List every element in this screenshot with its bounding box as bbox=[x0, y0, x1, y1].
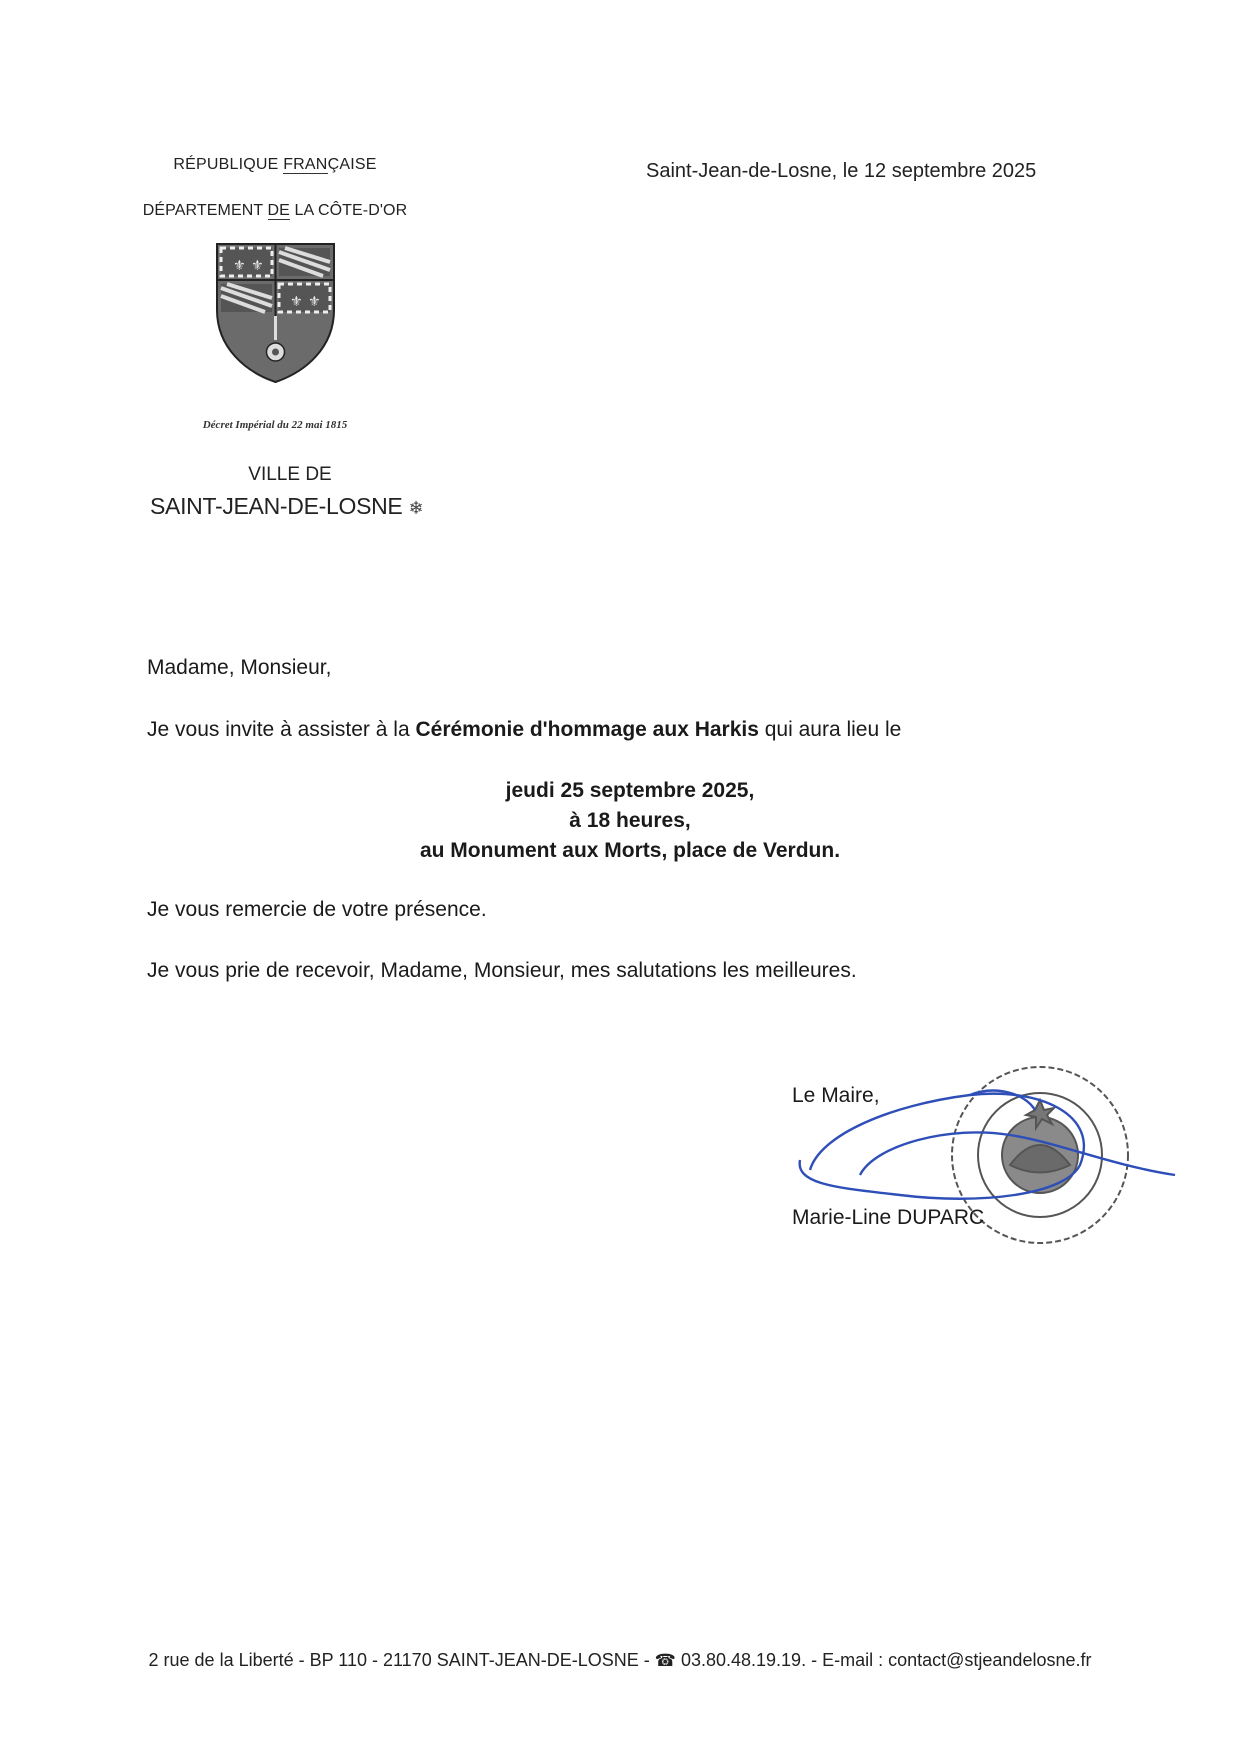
ville-de-label: VILLE DE bbox=[248, 464, 332, 485]
svg-text:⚜: ⚜ bbox=[233, 257, 246, 273]
snowflake-icon: ❄ bbox=[408, 498, 424, 518]
mayor-title: Le Maire, bbox=[792, 1084, 880, 1107]
place-date: Saint-Jean-de-Losne, le 12 septembre 2025 bbox=[646, 160, 1037, 182]
phone-number: 03.80.48.19.19. bbox=[680, 1650, 807, 1670]
phone-icon: ☎ bbox=[654, 1651, 676, 1670]
email-address: contact@stjeandelosne.fr bbox=[888, 1650, 1092, 1670]
decree-note: Décret Impérial du 22 mai 1815 bbox=[202, 419, 348, 431]
coat-of-arms-icon bbox=[213, 240, 338, 385]
city-name: SAINT-JEAN-DE-LOSNE ❄ bbox=[150, 493, 424, 519]
svg-text:⚜: ⚜ bbox=[290, 293, 303, 309]
footer-contact: 2 rue de la Liberté - BP 110 - 21170 SAINT-JEAN-DE-LOSNE - ☎ 03.80.48.19.19. - E-mail : contact@stjeandelosne.fr bbox=[148, 1650, 1092, 1670]
event-date: jeudi 25 septembre 2025, bbox=[505, 779, 755, 802]
signature-scribble-icon bbox=[800, 1091, 1175, 1199]
event-time: à 18 heures, bbox=[569, 809, 691, 832]
invitation-line: Je vous invite à assister à la Cérémonie d'hommage aux Harkis qui aura lieu le bbox=[147, 718, 902, 741]
closing-line: Je vous prie de recevoir, Madame, Monsieur, mes salutations les meilleures. bbox=[147, 959, 857, 982]
mayor-name: Marie-Line DUPARC bbox=[792, 1206, 985, 1229]
svg-text:⚜: ⚜ bbox=[251, 257, 264, 273]
event-details bbox=[300, 776, 960, 866]
header-departement: DÉPARTEMENT DE LA CÔTE-D'OR bbox=[142, 202, 408, 219]
event-place: au Monument aux Morts, place de Verdun. bbox=[419, 839, 841, 862]
svg-text:⚜: ⚜ bbox=[308, 293, 321, 309]
header-republique: RÉPUBLIQUE FRANÇAISE bbox=[173, 156, 377, 173]
thanks-line: Je vous remercie de votre présence. bbox=[147, 898, 487, 921]
salutation: Madame, Monsieur, bbox=[147, 656, 332, 679]
ceremony-name: Cérémonie d'hommage aux Harkis bbox=[415, 718, 759, 741]
